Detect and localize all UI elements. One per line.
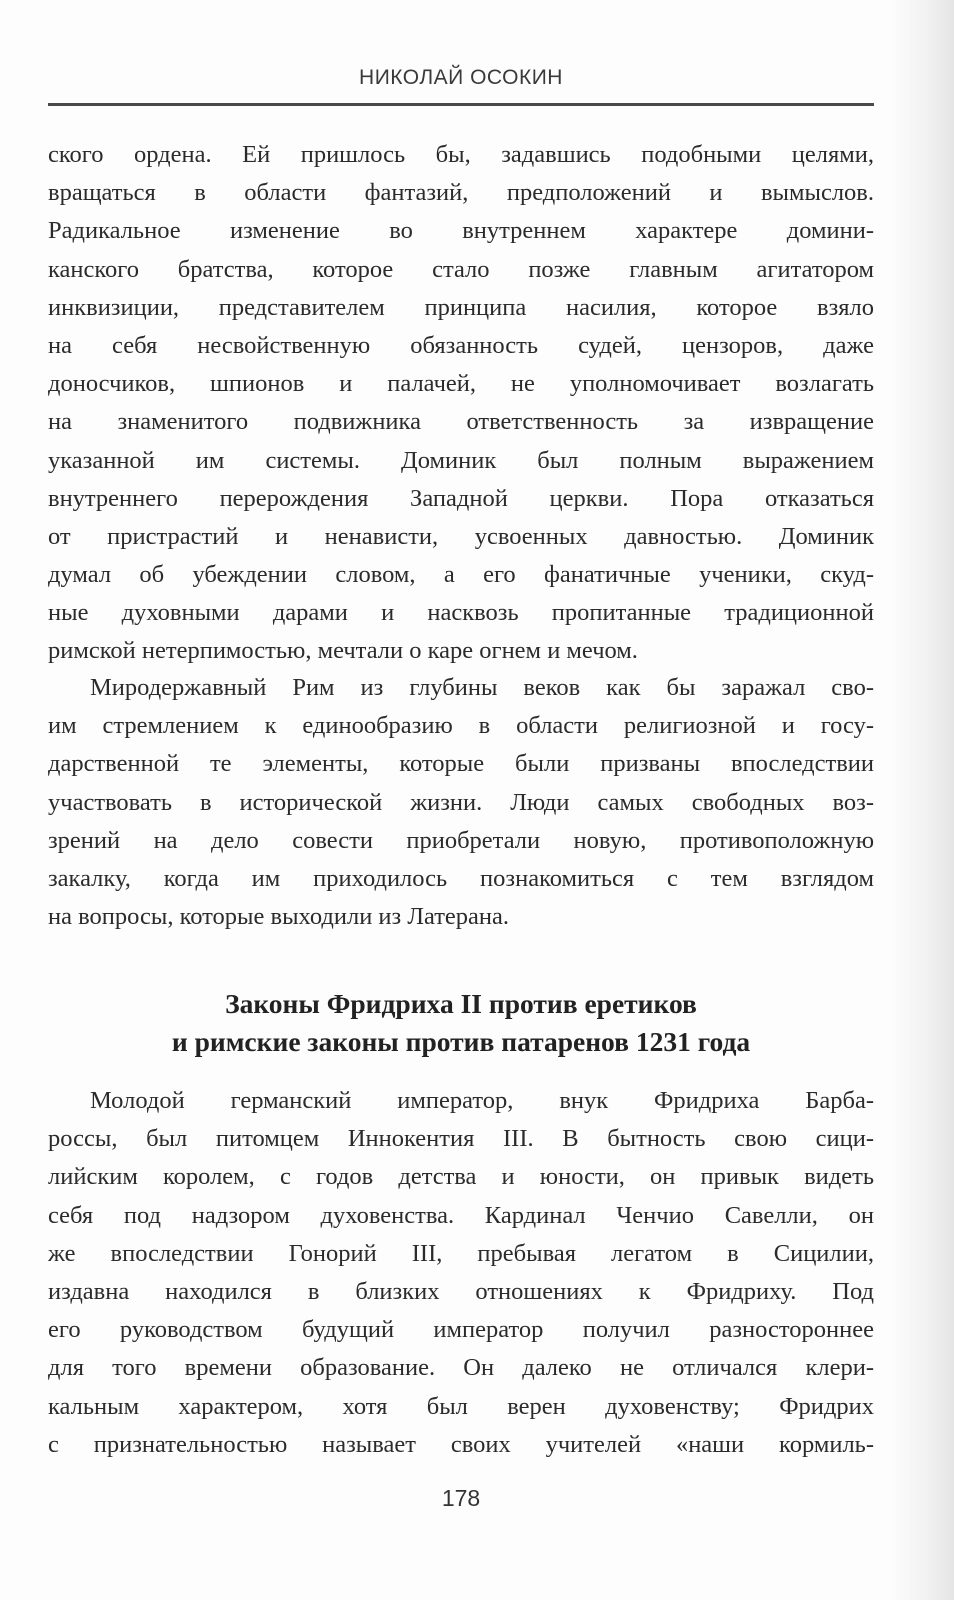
heading-line: Законы Фридриха II против еретиков (225, 988, 697, 1019)
text-line: закалку, когда им приходилось познакомиться с тем взглядом (48, 864, 874, 892)
page-number: 178 (441, 1485, 481, 1511)
text-line: кальным характером, хотя был верен духовенству; Фридрих (48, 1392, 874, 1420)
text-line: лийским королем, с годов детства и юности, он привык видеть (48, 1163, 874, 1191)
text-line: зрений на дело совести приобретали новую, противоположную (48, 826, 874, 854)
text-line: на себя несвойственную обязанность судей, цензоров, даже (48, 331, 874, 359)
paragraph-1 (48, 136, 874, 671)
text-line: указанной им системы. Доминик был полным выражением (48, 446, 874, 474)
paragraph-3 (48, 1082, 874, 1464)
page-edge-shadow (890, 0, 954, 1600)
text-line: его руководством будущий император получил разностороннее (48, 1316, 874, 1344)
running-head: НИКОЛАЙ ОСОКИН (359, 66, 563, 89)
text-line: на вопросы, которые выходили из Латерана. (48, 903, 510, 931)
text-line: дарственной те элементы, которые были призваны впоследствии (48, 750, 874, 778)
text-line: ные духовными дарами и насквозь пропитанные традиционной (48, 599, 874, 627)
text-line: россы, был питомцем Иннокентия III. В бытность свою сици- (48, 1125, 874, 1153)
text-line: для того времени образование. Он далеко не отличался клери- (48, 1354, 874, 1382)
section-heading (48, 985, 874, 1061)
text-line: издавна находился в близких отношениях к Фридриху. Под (48, 1277, 874, 1305)
text-line: Молодой германский император, внук Фридриха Барба- (90, 1087, 874, 1114)
text-line: думал об убеждении словом, а его фанатичные ученики, скуд- (48, 561, 874, 589)
text-line: же впоследствии Гонорий III, пребывая легатом в Сицилии, (48, 1239, 874, 1267)
text-line: канского братства, которое стало позже главным агитатором (48, 255, 874, 283)
text-line: Радикальное изменение во внутреннем характере домини- (48, 217, 874, 245)
text-line: с признательностью называет своих учителей «наши кормиль- (48, 1430, 874, 1458)
text-line: участвовать в исторической жизни. Люди самых свободных воз- (48, 788, 874, 816)
text-line: вращаться в области фантазий, предположений и вымыслов. (48, 179, 874, 207)
text-line: внутреннего перерождения Западной церкви. Пора отказаться (48, 484, 874, 512)
text-line: доносчиков, шпионов и палачей, не уполномочивает возлагать (48, 370, 874, 398)
text-line: на знаменитого подвижника ответственность за извращение (48, 408, 874, 436)
text-line: Миродержавный Рим из глубины веков как бы заражал сво- (90, 674, 874, 701)
text-line: от пристрастий и ненависти, усвоенных давностью. Доминик (48, 522, 874, 550)
text-line: себя под надзором духовенства. Кардинал Ченчио Савелли, он (48, 1201, 874, 1229)
header-rule (48, 103, 874, 106)
heading-line: и римские законы против патаренов 1231 года (171, 1026, 751, 1057)
text-line: римской нетерпимостью, мечтали о каре огнем и мечом. (48, 637, 638, 665)
paragraph-2 (48, 669, 874, 936)
text-line: ского ордена. Ей пришлось бы, задавшись подобными целями, (48, 141, 874, 168)
text-line: им стремлением к единообразию в области религиозной и госу- (48, 712, 874, 740)
text-line: инквизиции, представителем принципа насилия, которое взяло (48, 293, 874, 321)
